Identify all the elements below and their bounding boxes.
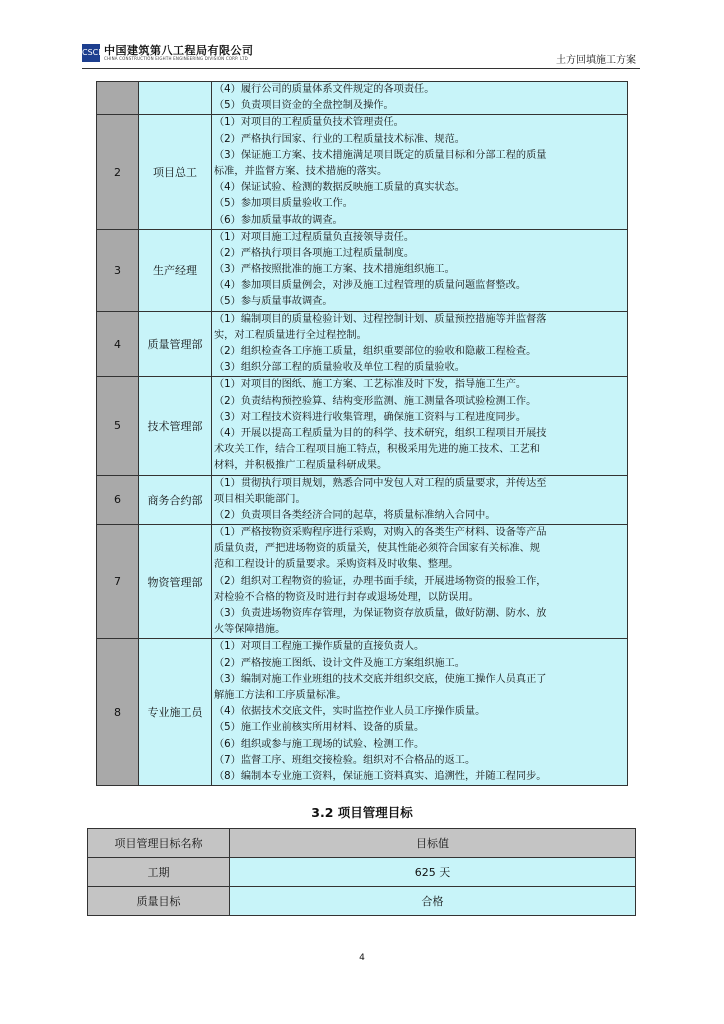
responsibility-line: （3）组织分部工程的质量验收及单位工程的质量验收。 — [214, 362, 465, 374]
table-row — [97, 377, 628, 475]
company-name: 中国建筑第八工程局有限公司 — [104, 44, 254, 57]
responsibility-line: （1）对项目的工程质量负技术管理责任。 — [214, 117, 404, 129]
goal-value: 625 天 — [230, 858, 636, 887]
role-name: 商务合约部 — [139, 475, 212, 525]
role-name: 项目总工 — [139, 115, 212, 229]
responsibility-line: 对检验不合格的物资及时进行封存或退场处理，以防误用。 — [214, 591, 479, 603]
responsibility-line: （7）监督工序、班组交接检验。组织对不合格品的返工。 — [214, 754, 476, 766]
responsibility-line: （4）履行公司的质量体系文件规定的各项责任。 — [214, 84, 435, 95]
responsibility-line: 实，对工程质量进行全过程控制。 — [214, 329, 367, 341]
responsibility-cell — [212, 115, 628, 229]
goal-header-row — [88, 829, 636, 858]
responsibility-line: 术攻关工作，结合工程项目施工特点，积极采用先进的施工技术、工艺和 — [214, 444, 540, 456]
responsibility-line: （4）保证试验、检测的数据反映施工质量的真实状态。 — [214, 182, 465, 194]
responsibility-line: （5）施工作业前核实所用材料、设备的质量。 — [214, 722, 425, 734]
responsibility-line: 解施工方法和工序质量标准。 — [214, 689, 347, 701]
responsibility-line: 标准，并监督方案、技术措施的落实。 — [214, 165, 388, 177]
goal-header-name: 项目管理目标名称 — [88, 829, 230, 858]
table-row — [97, 82, 628, 115]
responsibility-line: 质量负责，严把进场物资的质量关，使其性能必须符合国家有关标准、规 — [214, 543, 540, 555]
responsibility-line: （3）编制对施工作业班组的技术交底并组织交底，使施工操作人员真正了 — [214, 673, 547, 685]
responsibility-line: 材料，并积极推广工程质量科研成果。 — [214, 460, 388, 472]
responsibility-line: （1）对项目工程施工操作质量的直接负责人。 — [214, 641, 425, 653]
role-name: 质量管理部 — [139, 311, 212, 377]
responsibility-line: （2）组织检查各工序施工质量，组织重要部位的验收和隐蔽工程检查。 — [214, 346, 537, 357]
goal-name: 工期 — [88, 858, 230, 887]
responsibility-line: （5）参加项目质量验收工作。 — [214, 198, 353, 210]
responsibility-line: （3）负责进场物资库存管理，为保证物资存放质量，做好防潮、防水、放 — [214, 608, 547, 619]
row-number: 7 — [97, 525, 139, 639]
role-name — [139, 82, 212, 115]
table-row — [97, 525, 628, 639]
responsibility-line: （2）严格按施工图纸、设计文件及施工方案组织施工。 — [214, 657, 465, 669]
row-number: 5 — [97, 377, 139, 475]
row-number: 8 — [97, 639, 139, 786]
row-number: 4 — [97, 311, 139, 377]
responsibility-line: （1）对项目施工过程质量负直接领导责任。 — [214, 231, 415, 243]
row-number: 3 — [97, 229, 139, 311]
goal-row — [88, 887, 636, 916]
responsibility-line: （2）严格执行国家、行业的工程质量技术标准、规范。 — [214, 133, 465, 145]
table-row — [97, 311, 628, 377]
row-number — [97, 82, 139, 115]
company-name-en: CHINA CONSTRUCTION EIGHTH ENGINEERING DIVISION CORP. LTD — [104, 56, 248, 61]
responsibility-cell — [212, 639, 628, 786]
responsibility-line: （6）组织或参与施工现场的试验、检测工作。 — [214, 738, 425, 750]
responsibility-line: （4）参加项目质量例会，对涉及施工过程管理的质量问题监督整改。 — [214, 280, 527, 292]
responsibility-line: （3）对工程技术资料进行收集管理，确保施工资料与工程进度同步。 — [214, 411, 527, 423]
responsibility-line: 项目相关职能部门。 — [214, 493, 306, 505]
table-row — [97, 475, 628, 525]
page-header — [82, 42, 640, 69]
page-number: 4 — [359, 953, 365, 963]
responsibility-cell — [212, 229, 628, 311]
responsibility-line: （4）开展以提高工程质量为目的的科学、技术研究，组织工程项目开展技 — [214, 427, 547, 439]
responsibility-line: （5）负责项目资金的全盘控制及操作。 — [214, 100, 394, 112]
goal-header-value: 目标值 — [230, 829, 636, 858]
responsibility-table — [96, 81, 628, 786]
responsibility-line: （3）保证施工方案、技术措施满足项目既定的质量目标和分部工程的质量 — [214, 149, 547, 161]
table-row — [97, 229, 628, 311]
responsibility-line: （3）严格按照批准的施工方案、技术措施组织施工。 — [214, 264, 455, 276]
management-goal-table — [87, 828, 636, 916]
goal-value: 合格 — [230, 887, 636, 916]
responsibility-cell — [212, 82, 628, 115]
responsibility-line: （4）依据技术交底文件，实时监控作业人员工序操作质量。 — [214, 706, 486, 718]
responsibility-line: （6）参加质量事故的调查。 — [214, 214, 343, 226]
responsibility-cell — [212, 377, 628, 475]
section-title: 3.2 项目管理目标 — [311, 805, 413, 820]
responsibility-cell — [212, 475, 628, 525]
responsibility-line: （1）贯彻执行项目规划，熟悉合同中发包人对工程的质量要求，并传达至 — [214, 477, 547, 489]
responsibility-line: （2）严格执行项目各项施工过程质量制度。 — [214, 247, 415, 259]
company-logo-icon: CSCEC — [82, 44, 100, 62]
responsibility-line: （2）组织对工程物资的验证，办理书面手续，开展进场物资的报验工作， — [214, 575, 547, 587]
responsibility-line: （1）对项目的图纸、施工方案、工艺标准及时下发，指导施工生产。 — [214, 379, 527, 391]
table-row — [97, 639, 628, 786]
responsibility-cell — [212, 525, 628, 639]
role-name: 物资管理部 — [139, 525, 212, 639]
role-name: 技术管理部 — [139, 377, 212, 475]
responsibility-line: （1）编制项目的质量检验计划、过程控制计划、质量预控措施等并监督落 — [214, 313, 547, 325]
table-row — [97, 115, 628, 229]
role-name: 生产经理 — [139, 229, 212, 311]
responsibility-line: 范和工程设计的质量要求。采购资料及时收集、整理。 — [214, 559, 459, 571]
row-number: 6 — [97, 475, 139, 525]
goal-name: 质量目标 — [88, 887, 230, 916]
document-title: 土方回填施工方案 — [556, 55, 636, 66]
role-name: 专业施工员 — [139, 639, 212, 786]
responsibility-line: 火等保障措施。 — [214, 624, 286, 636]
goal-row — [88, 858, 636, 887]
responsibility-line: （8）编制本专业施工资料，保证施工资料真实、追溯性，并随工程同步。 — [214, 770, 547, 782]
responsibility-line: （2）负责项目各类经济合同的起草，将质量标准纳入合同中。 — [214, 509, 496, 521]
row-number: 2 — [97, 115, 139, 229]
responsibility-line: （2）负责结构预控验算、结构变形监测、施工测量各项试验检测工作。 — [214, 395, 537, 407]
responsibility-line: （5）参与质量事故调查。 — [214, 296, 333, 308]
responsibility-cell — [212, 311, 628, 377]
responsibility-line: （1）严格按物资采购程序进行采购，对购入的各类生产材料、设备等产品 — [214, 527, 547, 539]
